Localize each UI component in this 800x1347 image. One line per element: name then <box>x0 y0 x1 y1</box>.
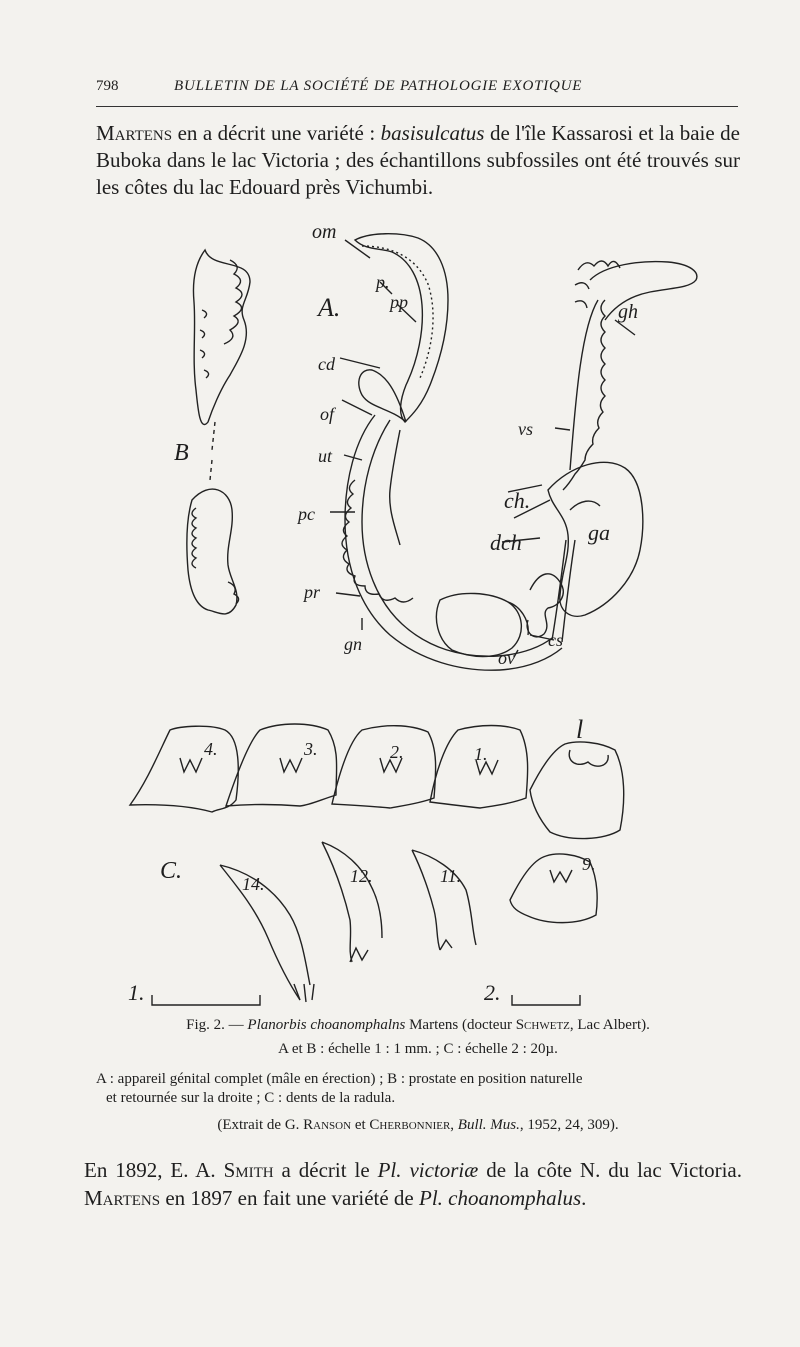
label-p: p. <box>376 272 390 292</box>
tooth-11-label: 11. <box>440 866 462 886</box>
label-B: B <box>174 440 189 466</box>
tooth-1-label: 1. <box>474 744 488 764</box>
label-vs: vs <box>518 419 533 439</box>
label-pc: pc <box>298 504 315 524</box>
label-ch: ch. <box>504 488 531 513</box>
page-header <box>96 74 738 107</box>
paragraph-2 <box>84 1156 742 1212</box>
label-gh: gh <box>618 301 638 323</box>
label-cd: cd <box>318 354 335 374</box>
prostate-lower-drawing <box>187 489 237 614</box>
caption-text: Martens (docteur <box>405 1017 516 1033</box>
label-of: of <box>320 404 335 424</box>
species-name: Pl. victoriæ <box>377 1158 479 1182</box>
paragraph-text: de l'île Kassarosi et la baie de Buboka dans le lac Victoria ; des échantillons subfossiles ont été trouvés sur les côtes du lac Edouard près Vichumbi. <box>96 121 740 199</box>
running-title: BULLETIN DE LA SOCIÉTÉ DE PATHOLOGIE EXOTIQUE <box>174 78 583 94</box>
source-author-2: Cherbonnier <box>369 1117 451 1133</box>
label-om: om <box>312 221 337 243</box>
species-name: Pl. choanomphalus <box>419 1186 582 1210</box>
variety-name: basisulcatus <box>380 121 485 145</box>
tooth-9-label: 9. <box>582 854 596 874</box>
page-number: 798 <box>96 78 119 94</box>
label-gn: gn <box>344 634 362 654</box>
paragraph-text: a décrit le <box>273 1158 378 1182</box>
caption-text: et <box>351 1117 370 1133</box>
tooth-l-label: l <box>576 715 584 744</box>
source-author-1: Ranson <box>303 1117 352 1133</box>
author-name: Smith <box>223 1158 274 1182</box>
species-name: Planorbis choanomphalns <box>247 1017 406 1033</box>
caption-scale: A et B : échelle 1 : 1 mm. ; C : échelle 2 : 20µ. <box>278 1041 558 1057</box>
caption-text: Fig. 2. — <box>186 1017 248 1033</box>
label-dch: dch <box>490 530 522 555</box>
paragraph-text: . <box>581 1186 587 1210</box>
caption-description-2: et retournée sur la droite ; C : dents de la radula. <box>106 1090 396 1106</box>
label-ut: ut <box>318 446 333 466</box>
caption-description-1: A : appareil génital complet (mâle en érection) ; B : prostate en position naturelle <box>96 1071 583 1087</box>
figure-2 <box>100 210 750 1010</box>
tooth-12-label: 12. <box>350 866 373 886</box>
paragraph-1 <box>96 120 740 201</box>
caption-text: , Lac Albert). <box>569 1017 650 1033</box>
scale-1-label: 1. <box>128 980 145 1005</box>
seminal-vesicle-drawing <box>563 300 605 490</box>
oviduct-drawing <box>345 415 562 670</box>
author-name: Martens <box>96 121 173 145</box>
journal-name: Bull. Mus. <box>457 1117 520 1133</box>
anatomical-drawing <box>100 210 750 1010</box>
label-ga: ga <box>588 520 610 545</box>
figure-caption-title <box>96 1016 740 1035</box>
label-C: C. <box>160 858 183 884</box>
paragraph-text: de la côte N. du lac Victoria. <box>478 1158 742 1182</box>
label-A: A. <box>318 293 341 322</box>
caption-text: , <box>450 1117 458 1133</box>
caption-text: (Extrait de G. <box>217 1117 304 1133</box>
paragraph-text: en 1897 en fait une variété de <box>160 1186 419 1210</box>
label-cs: cs <box>548 630 563 650</box>
penis-drawing <box>355 234 448 422</box>
paragraph-text: en a décrit une variété : <box>172 121 381 145</box>
paragraph-text: En 1892, E. A. <box>84 1158 224 1182</box>
tooth-14-label: 14. <box>242 874 265 894</box>
hermaphrodite-gland-drawing <box>590 262 697 320</box>
radula-teeth-drawing <box>130 724 624 1005</box>
tooth-4-label: 4. <box>204 739 218 759</box>
label-pr: pr <box>304 582 321 602</box>
label-ov: ov <box>498 648 515 668</box>
tooth-3-label: 3. <box>304 739 318 759</box>
caption-source <box>96 1116 740 1135</box>
scale-2-label: 2. <box>484 980 501 1005</box>
author-name: Martens <box>84 1186 161 1210</box>
caption-text: , 1952, 24, 309). <box>519 1117 619 1133</box>
label-pp: pp <box>390 292 408 312</box>
collector-name: Schwetz <box>515 1017 570 1033</box>
tooth-2-label: 2. <box>390 742 404 762</box>
